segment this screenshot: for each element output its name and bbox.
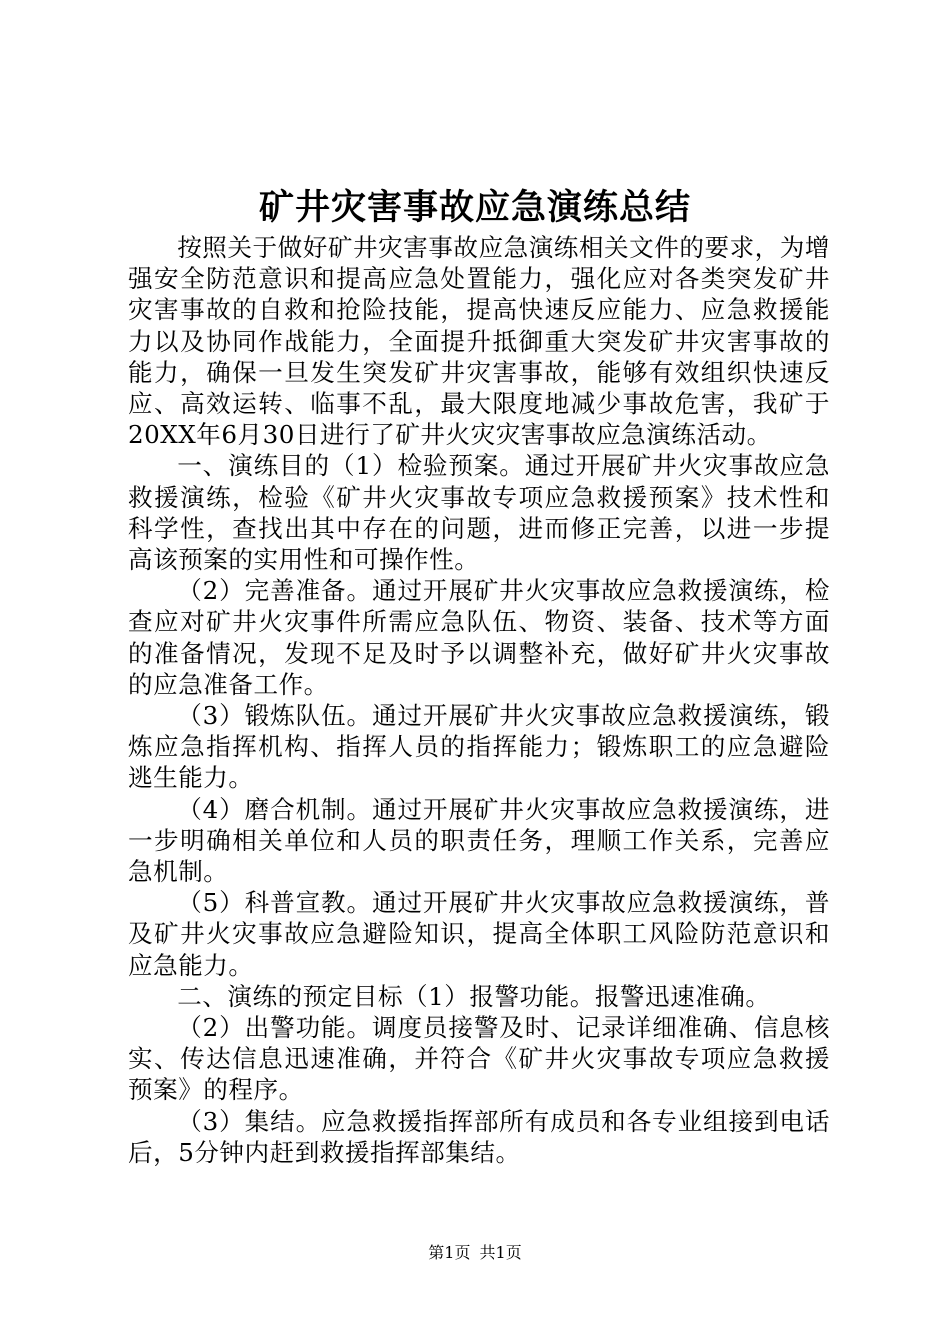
page-total: 共1页: [479, 1243, 522, 1262]
paragraph-purpose-5: （5）科普宣教。通过开展矿井火灾事故应急救援演练，普及矿井火灾事故应急避险知识，提高全体职工风险防范意识和应急能力。: [128, 888, 830, 980]
paragraph-goal-1: 二、演练的预定目标（1）报警功能。报警迅速准确。: [177, 981, 771, 1011]
page-number: 第1页: [428, 1243, 471, 1262]
paragraph-purpose-1: 一、演练目的（1）检验预案。通过开展矿井火灾事故应急救援演练，检验《矿井火灾事故专项应急救援预案》技术性和科学性，查找出其中存在的问题，进而修正完善，以进一步提高该预案的实用性和可操作性。: [128, 451, 830, 575]
document-body: [128, 232, 830, 1168]
paragraph-goal-3: （3）集结。应急救援指挥部所有成员和各专业组接到电话后，5分钟内赶到救援指挥部集结。: [128, 1106, 830, 1167]
document-title: 矿井灾害事故应急演练总结: [258, 188, 691, 228]
paragraph-intro: 按照关于做好矿井灾害事故应急演练相关文件的要求，为增强安全防范意识和提高应急处置能力，强化应对各类突发矿井灾害事故的自救和抢险技能，提高快速反应能力、应急救援能力以及协同作战能力，全面提升抵御重大突发矿井灾害事故的能力，确保一旦发生突发矿井灾害事故，能够有效组织快速反应、高效运转、临事不乱，最大限度地减少事故危害，我矿于20XX年6月30日进行了矿井火灾灾害事故应急演练活动。: [128, 233, 830, 450]
paragraph-purpose-3: （3）锻炼队伍。通过开展矿井火灾事故应急救援演练，锻炼应急指挥机构、指挥人员的指挥能力；锻炼职工的应急避险逃生能力。: [128, 701, 830, 793]
paragraph-goal-2: （2）出警功能。调度员接警及时、记录详细准确、信息核实、传达信息迅速准确，并符合《矿井火灾事故专项应急救援预案》的程序。: [128, 1013, 830, 1105]
paragraph-purpose-4: （4）磨合机制。通过开展矿井火灾事故应急救援演练，进一步明确相关单位和人员的职责任务，理顺工作关系，完善应急机制。: [128, 794, 830, 887]
page-footer: [0, 1242, 950, 1264]
paragraph-purpose-2: （2）完善准备。通过开展矿井火灾事故应急救援演练，检查应对矿井火灾事件所需应急队伍、物资、装备、技术等方面的准备情况，发现不足及时予以调整补充，做好矿井火灾事故的应急准备工作。: [128, 576, 830, 699]
